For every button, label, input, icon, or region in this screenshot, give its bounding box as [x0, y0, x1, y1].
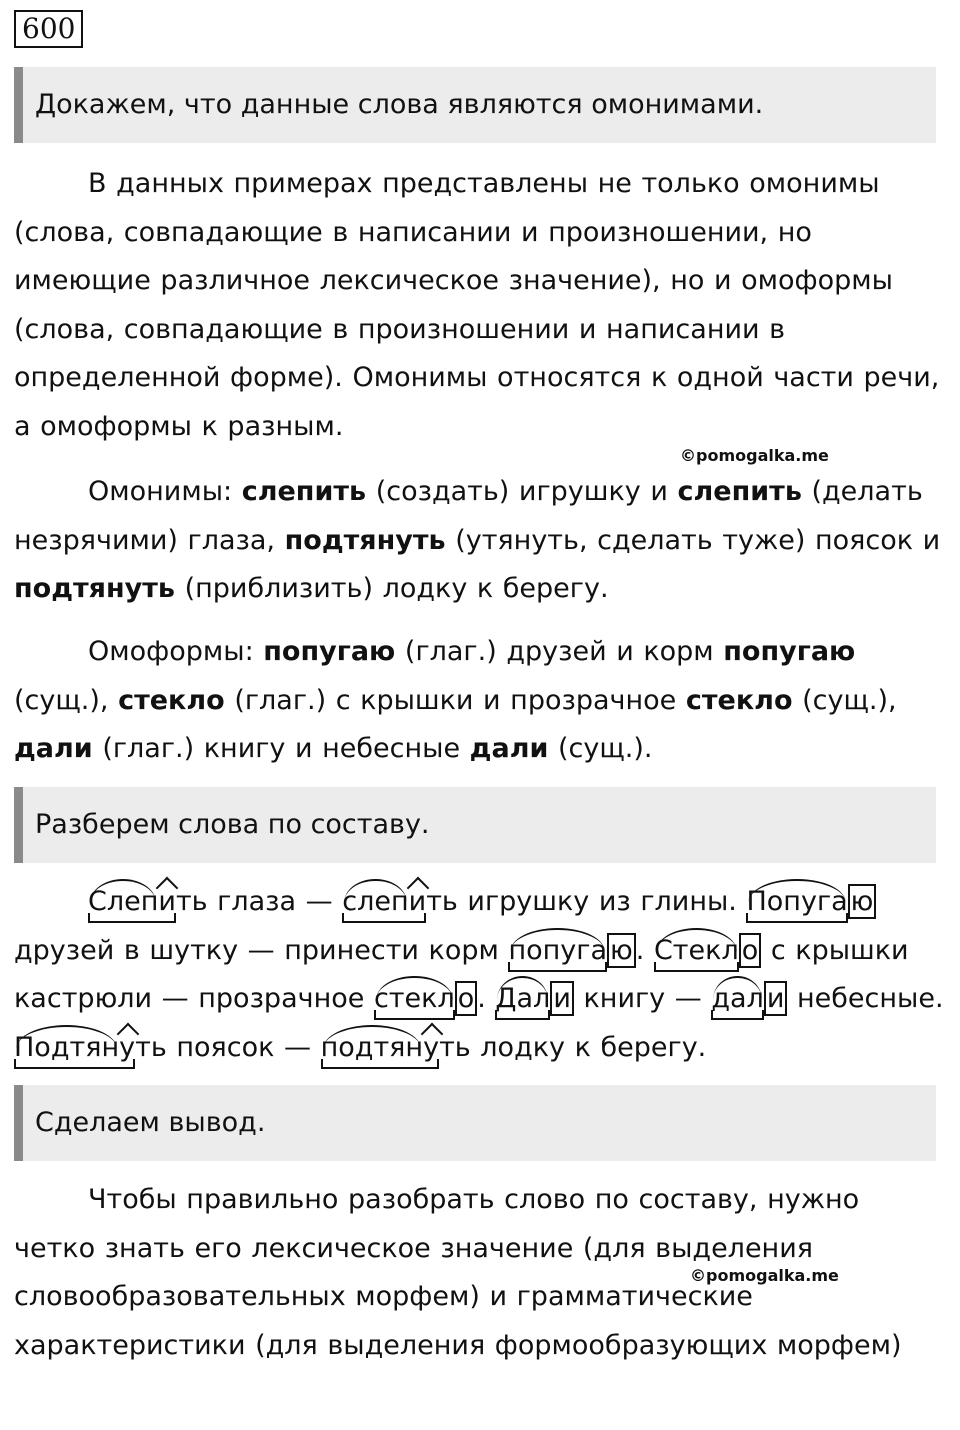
ending-mark: ю	[607, 933, 636, 968]
section-heading-proof: Докажем, что данные слова являются омонимами.	[14, 67, 936, 143]
root-mark: стекл	[373, 983, 455, 1014]
suffix-mark: у	[119, 1031, 136, 1063]
intro-text: В данных примерах представлены не только омонимы (слова, совпадающие в написании и произношении, но имеющие различное лексическое значение), но и омоформы (слова, совпадающие в произношении и написании в определенной форме). Омонимы относятся к одной части речи, а омоформы к разным.	[14, 168, 940, 442]
parsed-word-steklo-2	[374, 983, 455, 1014]
homonym-word: слепить	[677, 476, 802, 507]
word-part: ть	[439, 1031, 471, 1063]
ending-mark: и	[764, 981, 788, 1016]
parsing-text: поясок —	[176, 1031, 312, 1063]
parsing-text: .	[635, 934, 645, 966]
homonym-gloss: (делать незрячими) глаза,	[14, 476, 923, 556]
parsing-text: глаза —	[217, 886, 333, 917]
parsing-text: книгу —	[583, 983, 702, 1014]
omoform-gloss: (глаг.) с крышки и прозрачное	[234, 684, 677, 716]
parsing-text: игрушку из глины.	[467, 886, 737, 917]
word-part: ть	[426, 886, 458, 917]
word-part: ть	[135, 1031, 167, 1063]
root-mark: слеп	[342, 886, 409, 917]
root-mark: Подтян	[14, 1031, 120, 1063]
homonym-word: подтянуть	[284, 524, 446, 556]
ending-mark: и	[550, 981, 574, 1016]
parsing-text: с крышки кастрюли — прозрачное	[14, 934, 909, 1014]
omoform-word: дали	[14, 733, 93, 764]
omoform-gloss: (сущ.),	[14, 684, 109, 716]
omoform-gloss: (сущ.),	[802, 684, 897, 716]
omoform-gloss: (глаг.) книгу и небесные	[102, 733, 461, 764]
section-heading-parsing: Разберем слова по составу.	[14, 787, 936, 863]
omoform-gloss: (сущ.).	[558, 733, 653, 764]
suffix-mark: у	[423, 1031, 440, 1063]
root-mark: Стекл	[653, 934, 739, 966]
watermark-1: ©pomogalka.me	[680, 446, 829, 465]
omoforms-paragraph	[14, 628, 949, 774]
parsing-text: лодку к берегу.	[480, 1031, 707, 1063]
homonym-gloss: (приблизить) лодку к берегу.	[184, 573, 609, 604]
omoform-word: попугаю	[263, 636, 396, 667]
homonyms-label: Омонимы:	[88, 476, 233, 507]
ending-mark: о	[455, 981, 478, 1016]
omoform-word: стекло	[685, 684, 793, 716]
omoform-word: попугаю	[723, 636, 856, 667]
omoforms-label: Омоформы:	[88, 636, 254, 667]
homonym-word: подтянуть	[14, 573, 175, 604]
parsed-word-podtyanut-2	[321, 1032, 439, 1063]
section-heading-conclusion: Сделаем вывод.	[14, 1085, 936, 1161]
root-mark: попуга	[508, 934, 608, 966]
parsing-text: друзей в шутку — принести корм	[14, 934, 499, 966]
parsed-word-dali-2	[711, 983, 763, 1014]
ending-mark: ю	[848, 884, 877, 919]
parsing-paragraph	[14, 878, 949, 1072]
word-part: ть	[175, 886, 208, 917]
parsed-word-podtyanut-1	[14, 1032, 135, 1063]
parsed-word-popugayu-2	[508, 935, 607, 966]
homonym-word: слепить	[241, 476, 367, 507]
homonym-gloss: (утянуть, сделать туже) поясок и	[455, 524, 941, 556]
parsed-word-dali-1	[495, 983, 550, 1014]
root-mark: Слеп	[88, 886, 159, 917]
root-mark: Дал	[495, 983, 551, 1014]
suffix-mark: и	[408, 886, 427, 917]
suffix-mark: и	[158, 886, 176, 917]
ending-mark: о	[739, 933, 762, 968]
omoform-word: дали	[469, 733, 549, 764]
task-number: 600	[14, 10, 83, 48]
homonyms-paragraph	[14, 468, 949, 614]
parsing-text: небесные.	[796, 983, 944, 1014]
homonym-gloss: (создать) игрушку и	[375, 476, 668, 507]
conclusion-text: Чтобы правильно разобрать слово по составу, нужно четко знать его лексическое значение (для выделения словообразовательных морфем) и грамматические характеристики (для выделения формообразующих морфем)	[14, 1184, 902, 1361]
parsing-text: .	[477, 983, 486, 1014]
omoform-word: стекло	[118, 684, 225, 716]
intro-paragraph	[14, 160, 949, 451]
parsed-word-steklo-1	[654, 935, 739, 966]
root-mark: подтян	[320, 1031, 424, 1063]
watermark-2: ©pomogalka.me	[690, 1266, 839, 1285]
omoform-gloss: (глаг.) друзей и корм	[404, 636, 714, 667]
root-mark: Попуга	[746, 886, 848, 917]
root-mark: дал	[711, 983, 764, 1014]
parsed-word-slepit-2	[342, 886, 426, 917]
parsed-word-slepit-1	[88, 886, 176, 917]
parsed-word-popugayu-1	[746, 886, 847, 917]
